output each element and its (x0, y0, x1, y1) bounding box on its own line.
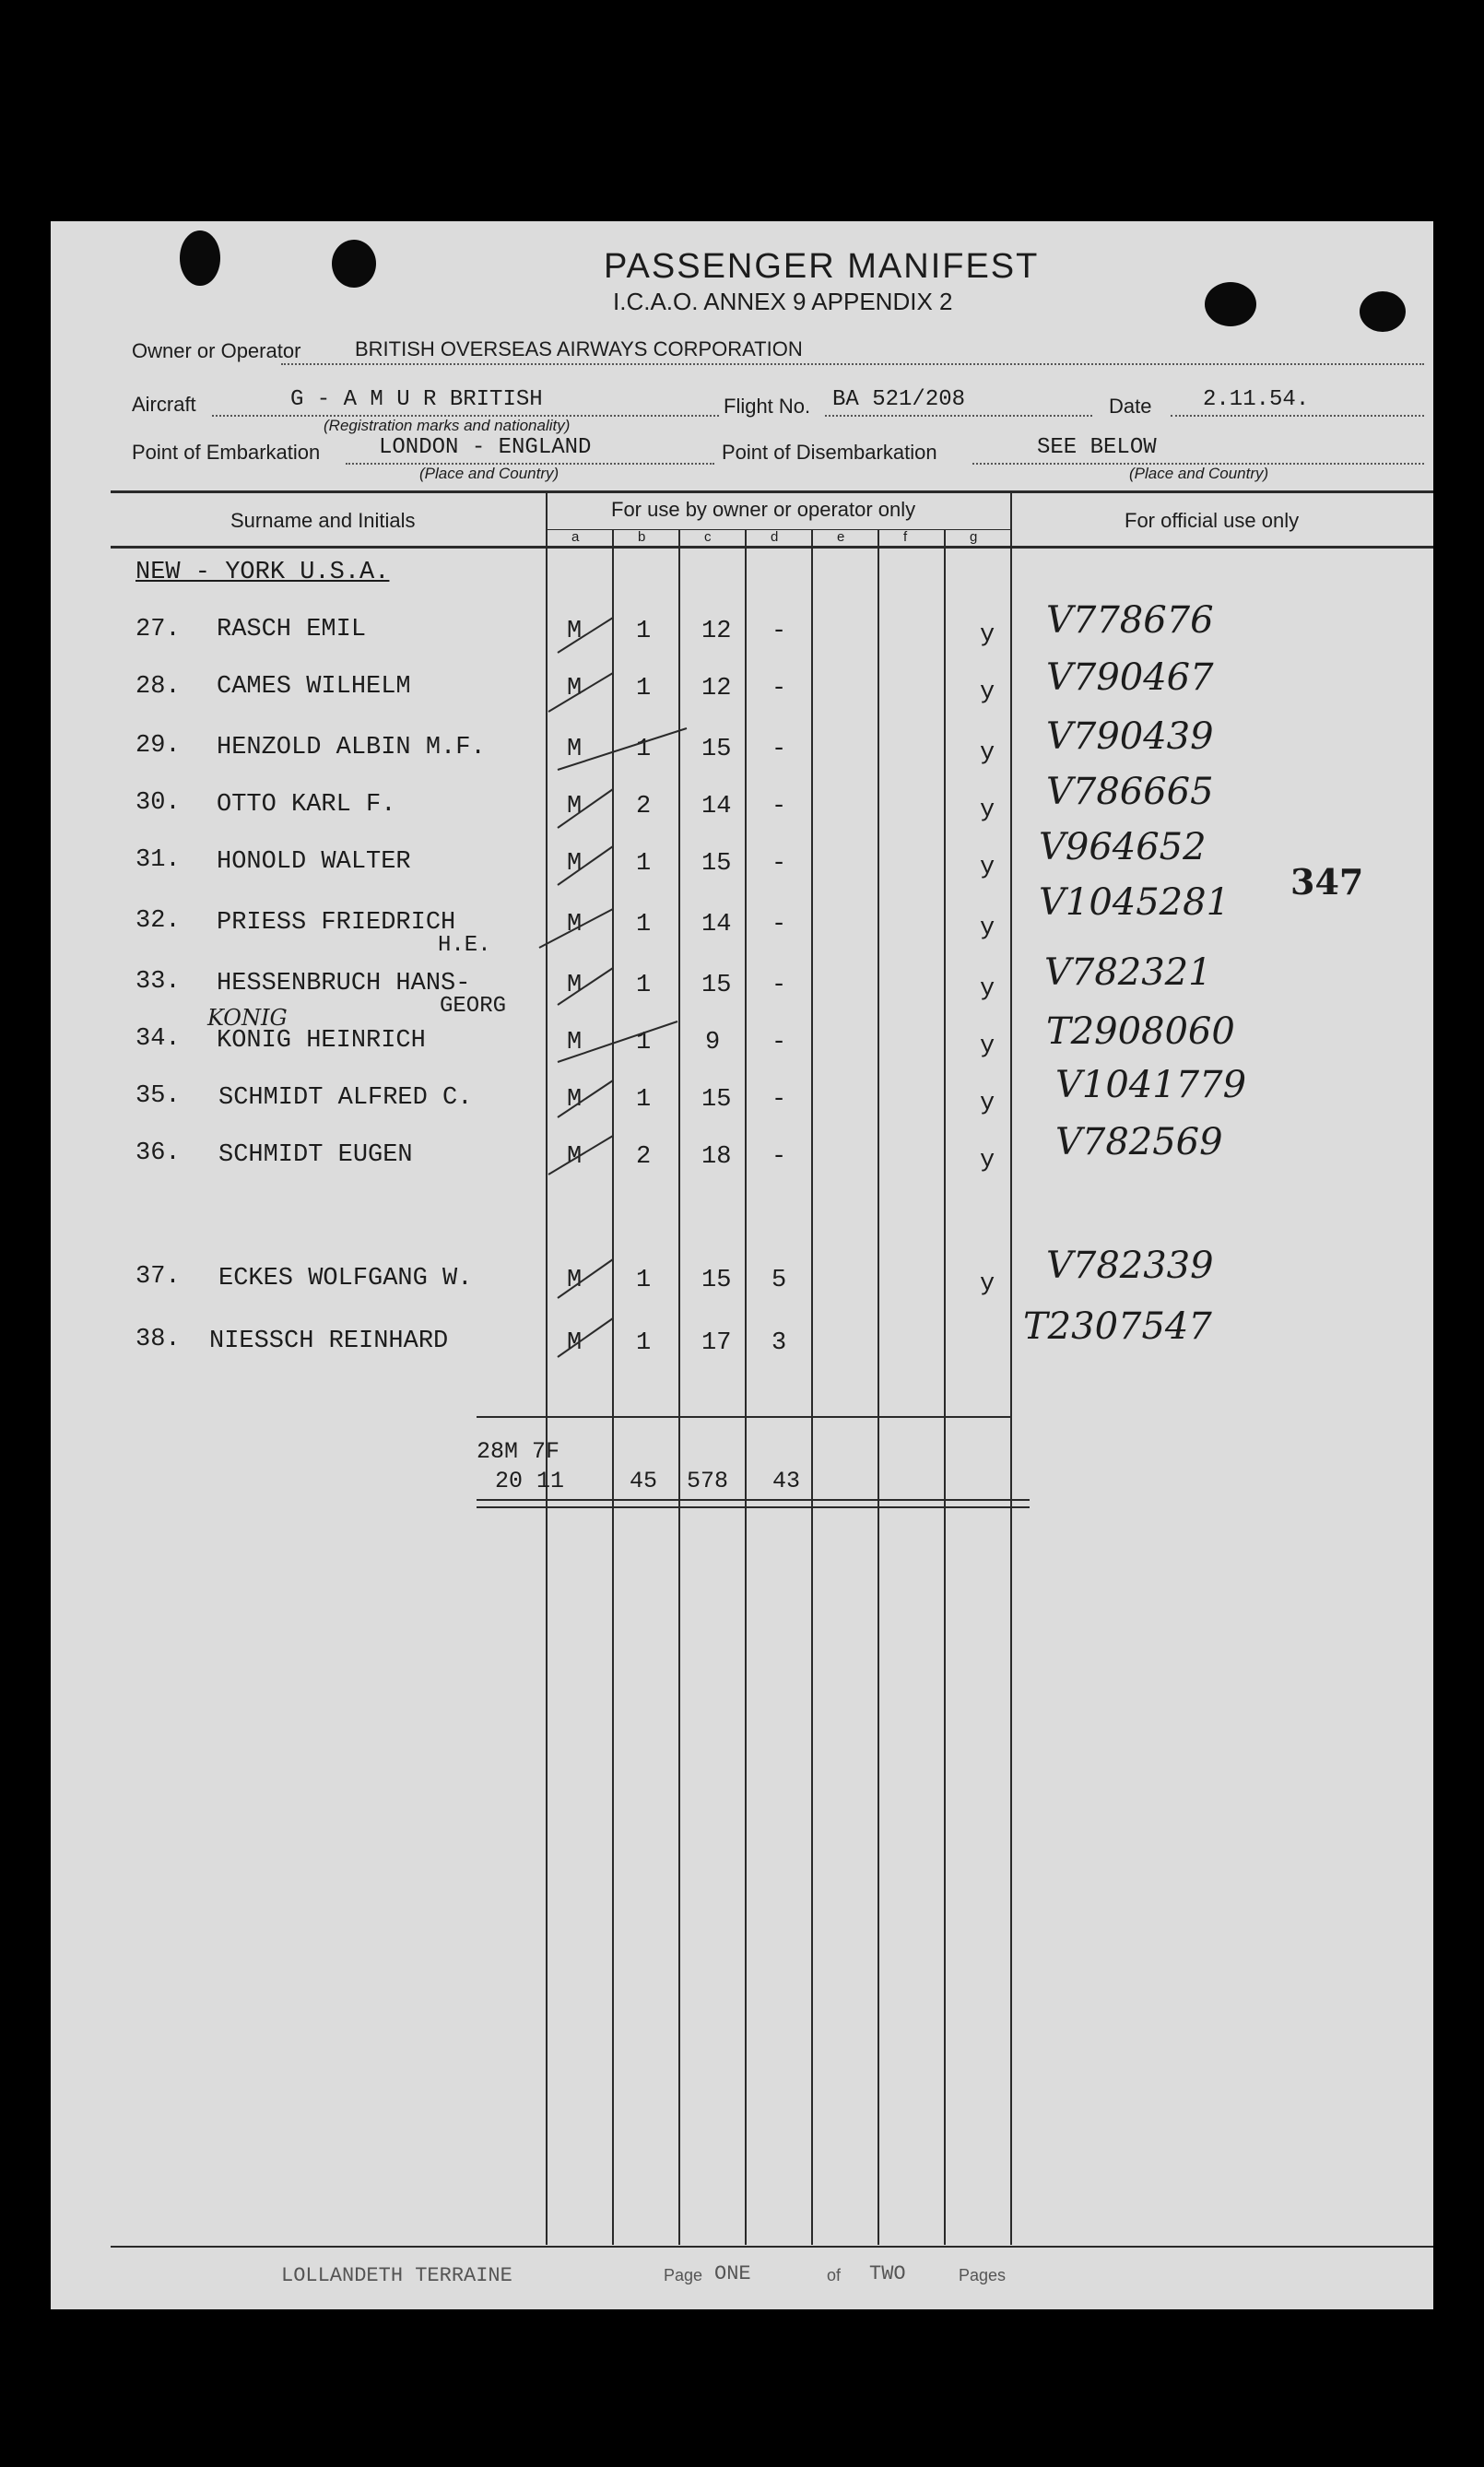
embark-note: (Place and Country) (419, 465, 559, 482)
age-value: 15 (701, 972, 732, 999)
d-value: - (771, 850, 787, 878)
row-number: 32. (135, 907, 181, 935)
age-value: 9 (705, 1029, 721, 1056)
age-value: 15 (701, 736, 732, 763)
column-letter-b: b (638, 529, 646, 545)
count-value: 1 (636, 911, 652, 938)
d-value: - (771, 618, 787, 645)
official-entry: T2908060 (1046, 1010, 1235, 1053)
g-value: y (980, 854, 995, 881)
table-top-rule (111, 490, 1433, 493)
row-number: 29. (135, 732, 181, 760)
footer-total-pages: TWO (869, 2262, 906, 2285)
date-label: Date (1109, 395, 1152, 418)
g-value: y (980, 739, 995, 767)
totals-b: 45 (630, 1468, 658, 1494)
passenger-name: RASCH EMIL (217, 616, 367, 643)
count-value: 1 (636, 972, 652, 999)
g-value: y (980, 1147, 995, 1174)
passenger-name: ECKES WOLFGANG W. (218, 1265, 473, 1293)
side-number: 347 (1290, 861, 1364, 903)
owner-value: BRITISH OVERSEAS AIRWAYS CORPORATION (355, 337, 803, 360)
official-entry: V786665 (1046, 771, 1214, 813)
punch-hole-right-2 (1360, 291, 1406, 332)
sex-value: M (567, 1267, 583, 1294)
count-value: 1 (636, 850, 652, 878)
official-entry: V790439 (1046, 715, 1214, 758)
passenger-name: PRIESS FRIEDRICH (217, 909, 456, 937)
handwritten-name-correction: KONIG (207, 1005, 288, 1031)
punch-hole-left-2 (332, 240, 376, 288)
row-number: 31. (135, 846, 181, 874)
column-letter-e: e (837, 529, 845, 545)
official-entry: V782339 (1046, 1245, 1214, 1287)
totals-sex-line2: 20 11 (495, 1468, 565, 1494)
page-title: PASSENGER MANIFEST (604, 247, 1040, 286)
d-value: 3 (771, 1329, 787, 1357)
count-value: 2 (636, 793, 652, 820)
totals-bottom-rule-1 (477, 1499, 1030, 1501)
footer-page-label: Page (664, 2266, 703, 2284)
column-divider-e (811, 530, 813, 2245)
d-value: - (771, 1029, 787, 1056)
operator-subheader-rule (546, 529, 1011, 530)
disembark-note: (Place and Country) (1129, 465, 1269, 482)
disembark-value: SEE BELOW (1037, 435, 1157, 460)
embark-value: LONDON - ENGLAND (379, 435, 592, 460)
row-number: 36. (135, 1139, 181, 1167)
official-entry: V1041779 (1055, 1064, 1247, 1106)
g-value: y (980, 915, 995, 942)
passenger-name-cont: GEORG (440, 994, 507, 1019)
official-entry: V782569 (1055, 1121, 1223, 1163)
totals-top-rule (477, 1416, 1011, 1418)
age-value: 15 (701, 1086, 732, 1114)
official-use-header: For official use only (1125, 509, 1300, 532)
operator-use-header: For use by owner or operator only (611, 498, 916, 521)
count-value: 2 (636, 1143, 652, 1171)
passenger-name: SCHMIDT ALFRED C. (218, 1084, 473, 1112)
passenger-name: HENZOLD ALBIN M.F. (217, 734, 486, 761)
d-value: - (771, 675, 787, 702)
g-value: y (980, 1090, 995, 1117)
column-letter-g: g (970, 529, 978, 545)
surname-column-header: Surname and Initials (230, 509, 416, 532)
official-entry: V778676 (1046, 599, 1214, 642)
totals-c: 578 (687, 1468, 729, 1494)
row-number: 33. (135, 968, 181, 996)
page-subtitle: I.C.A.O. ANNEX 9 APPENDIX 2 (613, 288, 953, 315)
sex-value: M (567, 675, 583, 702)
d-value: - (771, 911, 787, 938)
count-value: 1 (636, 1086, 652, 1114)
owner-label: Owner or Operator (132, 339, 301, 362)
footer-pages-label: Pages (959, 2266, 1007, 2284)
totals-d: 43 (772, 1468, 801, 1494)
age-value: 15 (701, 850, 732, 878)
g-value: y (980, 1270, 995, 1298)
official-entry: V782321 (1044, 951, 1212, 994)
footer-rule (111, 2246, 1433, 2248)
age-value: 12 (701, 675, 732, 702)
owner-dotline (281, 363, 1424, 365)
g-value: y (980, 679, 995, 706)
count-value: 1 (636, 736, 652, 763)
column-divider-g (944, 530, 946, 2245)
row-number: 30. (135, 789, 181, 817)
passenger-name: SCHMIDT EUGEN (218, 1141, 413, 1169)
column-letter-a: a (571, 529, 580, 545)
flight-dotline (825, 415, 1092, 417)
sex-value: M (567, 1086, 583, 1114)
manifest-sheet (51, 221, 1433, 2309)
g-value: y (980, 621, 995, 649)
totals-bottom-rule-2 (477, 1506, 1030, 1508)
column-letter-d: d (771, 529, 779, 545)
official-entry: T2307547 (1023, 1305, 1212, 1348)
section-heading: NEW - YORK U.S.A. (135, 559, 390, 586)
passenger-name: HONOLD WALTER (217, 848, 411, 876)
d-value: 5 (771, 1267, 787, 1294)
aircraft-note: (Registration marks and nationality) (324, 417, 571, 434)
sex-value: M (567, 911, 583, 938)
age-value: 12 (701, 618, 732, 645)
aircraft-label: Aircraft (132, 393, 196, 416)
flight-value: BA 521/208 (832, 387, 966, 412)
g-value: y (980, 797, 995, 824)
sex-value: M (567, 618, 583, 645)
d-value: - (771, 793, 787, 820)
d-value: - (771, 972, 787, 999)
embark-label: Point of Embarkation (132, 441, 321, 464)
totals-sex-line1: 28M 7F (477, 1438, 560, 1465)
column-divider-d (745, 530, 747, 2245)
count-value: 1 (636, 618, 652, 645)
official-entry: V964652 (1039, 826, 1207, 868)
official-entry: V790467 (1046, 656, 1214, 699)
date-dotline (1171, 415, 1424, 417)
age-value: 15 (701, 1267, 732, 1294)
passenger-name-cont: H.E. (438, 933, 491, 958)
sex-value: M (567, 1329, 583, 1357)
table-header-rule (111, 546, 1433, 549)
sex-value: M (567, 972, 583, 999)
age-value: 14 (701, 911, 732, 938)
age-value: 17 (701, 1329, 732, 1357)
sex-value: M (567, 1029, 583, 1056)
sex-value: M (567, 850, 583, 878)
passenger-name: KONIG HEINRICH (217, 1027, 426, 1055)
sex-value: M (567, 1143, 583, 1171)
column-letter-f: f (903, 529, 908, 545)
d-value: - (771, 736, 787, 763)
passenger-name: HESSENBRUCH HANS- (217, 970, 471, 997)
count-value: 1 (636, 1267, 652, 1294)
d-value: - (771, 1143, 787, 1171)
flight-label: Flight No. (724, 395, 811, 418)
footer-of-label: of (827, 2266, 842, 2284)
count-value: 1 (636, 1329, 652, 1357)
row-number: 38. (135, 1326, 181, 1353)
passenger-name: CAMES WILHELM (217, 673, 411, 701)
row-number: 35. (135, 1082, 181, 1110)
punch-hole-left-1 (180, 230, 220, 286)
g-value: y (980, 1033, 995, 1060)
punch-hole-right-1 (1205, 282, 1256, 326)
row-number: 37. (135, 1263, 181, 1291)
footer-text: LOLLANDETH TERRAINE (281, 2264, 512, 2287)
count-value: 1 (636, 1029, 652, 1056)
d-value: - (771, 1086, 787, 1114)
column-divider-f (877, 530, 879, 2245)
passenger-name: OTTO KARL F. (217, 791, 396, 819)
row-number: 34. (135, 1025, 181, 1053)
footer-page-number: ONE (714, 2262, 751, 2285)
date-value: 2.11.54. (1203, 387, 1310, 412)
column-letter-c: c (704, 529, 712, 545)
aircraft-value: G - A M U R BRITISH (290, 387, 543, 412)
g-value: y (980, 975, 995, 1003)
sex-value: M (567, 793, 583, 820)
official-entry: V1045281 (1039, 881, 1231, 924)
passenger-name: NIESSCH REINHARD (209, 1328, 449, 1355)
row-number: 28. (135, 673, 181, 701)
age-value: 18 (701, 1143, 732, 1171)
sex-value: M (567, 736, 583, 763)
disembark-label: Point of Disembarkation (722, 441, 937, 464)
count-value: 1 (636, 675, 652, 702)
age-value: 14 (701, 793, 732, 820)
column-divider-official (1010, 493, 1012, 2245)
row-number: 27. (135, 616, 181, 643)
check-marks (530, 608, 714, 1364)
